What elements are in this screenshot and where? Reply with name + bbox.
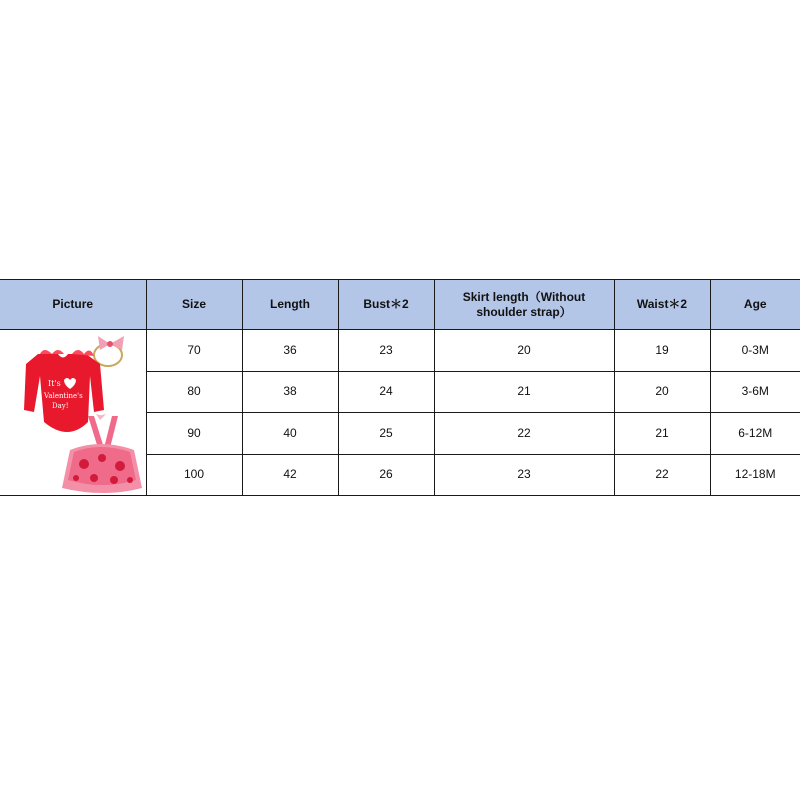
cell-length: 40 [242,413,338,455]
header-picture: Picture [0,280,146,330]
cell-age: 0-3M [710,330,800,372]
header-size: Size [146,280,242,330]
cell-length: 38 [242,371,338,413]
cell-size: 70 [146,330,242,372]
header-skirt-length: Skirt length（Without shoulder strap） [434,280,614,330]
cell-skirt-length: 23 [434,454,614,496]
svg-text:Valentine's: Valentine's [44,392,83,400]
table-row [0,330,800,372]
cell-skirt-length: 20 [434,330,614,372]
product-image [0,330,145,495]
cell-size: 80 [146,371,242,413]
cell-length: 42 [242,454,338,496]
cell-bust: 26 [338,454,434,496]
cell-skirt-length: 22 [434,413,614,455]
svg-text:Day!: Day! [52,402,69,410]
cell-waist: 20 [614,371,710,413]
header-age: Age [710,280,800,330]
cell-age: 3-6M [710,371,800,413]
cell-age: 6-12M [710,413,800,455]
svg-text:It's: It's [48,379,61,388]
cell-waist: 19 [614,330,710,372]
table-header-row [0,280,800,330]
cell-bust: 23 [338,330,434,372]
cell-skirt-length: 21 [434,371,614,413]
cell-waist: 21 [614,413,710,455]
cell-waist: 22 [614,454,710,496]
cell-bust: 25 [338,413,434,455]
headband-bow-icon [94,336,124,366]
cell-size: 100 [146,454,242,496]
header-waist: Waist＊2 [614,280,710,330]
cell-size: 90 [146,413,242,455]
header-length: Length [242,280,338,330]
cell-bust: 24 [338,371,434,413]
cell-age: 12-18M [710,454,800,496]
product-picture-cell [0,330,146,496]
header-bust: Bust＊2 [338,280,434,330]
cell-length: 36 [242,330,338,372]
size-chart-table [0,279,800,496]
